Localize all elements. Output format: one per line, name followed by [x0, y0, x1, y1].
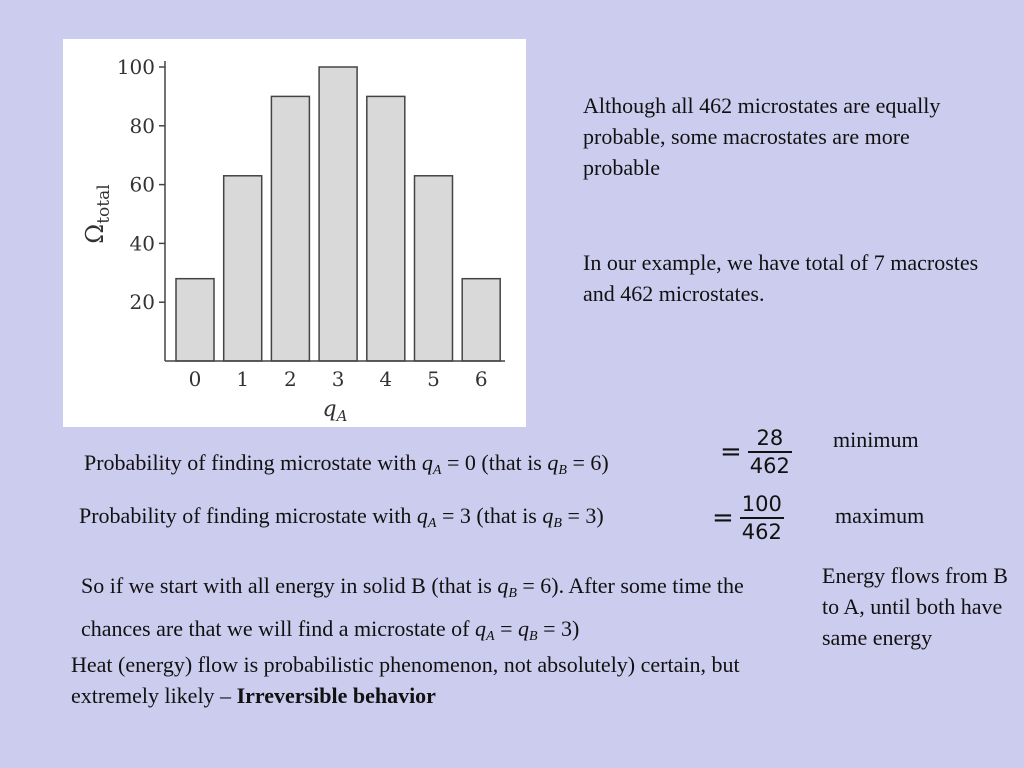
energy-flows-note: Energy flows from B to A, until both have same energy — [822, 563, 1008, 650]
q-symbol: q — [542, 503, 554, 528]
x-tick-label: 4 — [379, 367, 393, 391]
fraction-numerator: 100 — [741, 492, 782, 516]
q-symbol: q — [475, 616, 487, 641]
x-tick-label: 2 — [284, 367, 297, 391]
note-example: In our example, we have total of 7 macrostes and 462 microstates. — [583, 250, 979, 306]
fraction-max — [712, 491, 784, 545]
q-subscript: B — [558, 463, 567, 478]
probability-statement-max — [79, 500, 604, 539]
q-subscript: B — [529, 629, 538, 644]
prob-prefix: Probability of finding microstate with — [79, 503, 417, 528]
probability-statement-min — [84, 447, 609, 486]
fraction — [740, 491, 784, 545]
prob-prefix: Probability of finding microstate with — [84, 450, 422, 475]
x-tick-label: 5 — [427, 367, 440, 391]
q-subscript: B — [553, 516, 562, 531]
prob-suffix: = 6) — [566, 450, 609, 475]
heat-flow-body: Heat (energy) flow is probabilistic phenomenon, not absolutely) certain, but extremely likely – — [71, 652, 740, 708]
bar — [319, 67, 357, 361]
q-subscript: A — [432, 463, 442, 478]
prob-mid: = 0 (that is — [441, 450, 548, 475]
conclusion-part: = 3) — [537, 616, 580, 641]
conclusion-part: So if we start with all energy in solid B (that is — [81, 573, 498, 598]
y-axis-label: $\Omega_{total}$ — [81, 184, 114, 244]
fraction-denominator: 462 — [749, 454, 790, 478]
q-symbol: q — [547, 450, 559, 475]
equals-sign: = — [720, 437, 742, 467]
bar — [224, 176, 262, 361]
fraction-denominator: 462 — [741, 520, 782, 544]
bar — [462, 279, 500, 361]
x-tick-label: 0 — [188, 367, 202, 391]
bar — [415, 176, 453, 361]
x-tick-label: 6 — [474, 367, 488, 391]
q-symbol: q — [421, 450, 433, 475]
q-subscript: A — [486, 629, 495, 644]
fraction-min — [720, 425, 792, 479]
x-axis-label: $q_A$ — [322, 397, 348, 425]
y-tick-label: 40 — [129, 231, 155, 256]
fraction — [748, 425, 792, 479]
note-equally-probable: Although all 462 microstates are equally probable, some macrostates are more probable — [583, 93, 941, 180]
bar — [176, 279, 214, 361]
prob-mid: = 3 (that is — [436, 503, 543, 528]
maximum-label: maximum — [835, 503, 925, 528]
y-tick-label: 20 — [129, 290, 155, 315]
y-tick-label: 80 — [129, 113, 155, 138]
y-tick-label: 60 — [129, 172, 155, 197]
heat-flow-text — [71, 649, 771, 711]
q-subscript: A — [427, 516, 437, 531]
irreversible-behavior-emphasis: Irreversible behavior — [236, 683, 436, 708]
q-symbol: q — [416, 503, 428, 528]
conclusion-part: = — [494, 616, 518, 641]
bar — [367, 96, 405, 361]
x-tick-label: 1 — [236, 367, 250, 391]
fraction-numerator: 28 — [756, 426, 784, 450]
bar — [271, 96, 309, 361]
x-tick-label: 3 — [331, 367, 345, 391]
histogram-svg — [63, 39, 526, 427]
q-symbol: q — [497, 573, 509, 598]
y-tick-label: 100 — [116, 55, 155, 79]
q-symbol: q — [518, 616, 529, 641]
histogram-chart — [63, 39, 526, 427]
equals-sign: = — [712, 503, 734, 533]
minimum-label: minimum — [833, 427, 919, 452]
conclusion-text — [81, 568, 801, 654]
prob-suffix: = 3) — [561, 503, 604, 528]
conclusion-part: = 6). After some time the chances are that we will find a microstate of — [81, 573, 744, 641]
q-subscript: B — [508, 586, 517, 601]
